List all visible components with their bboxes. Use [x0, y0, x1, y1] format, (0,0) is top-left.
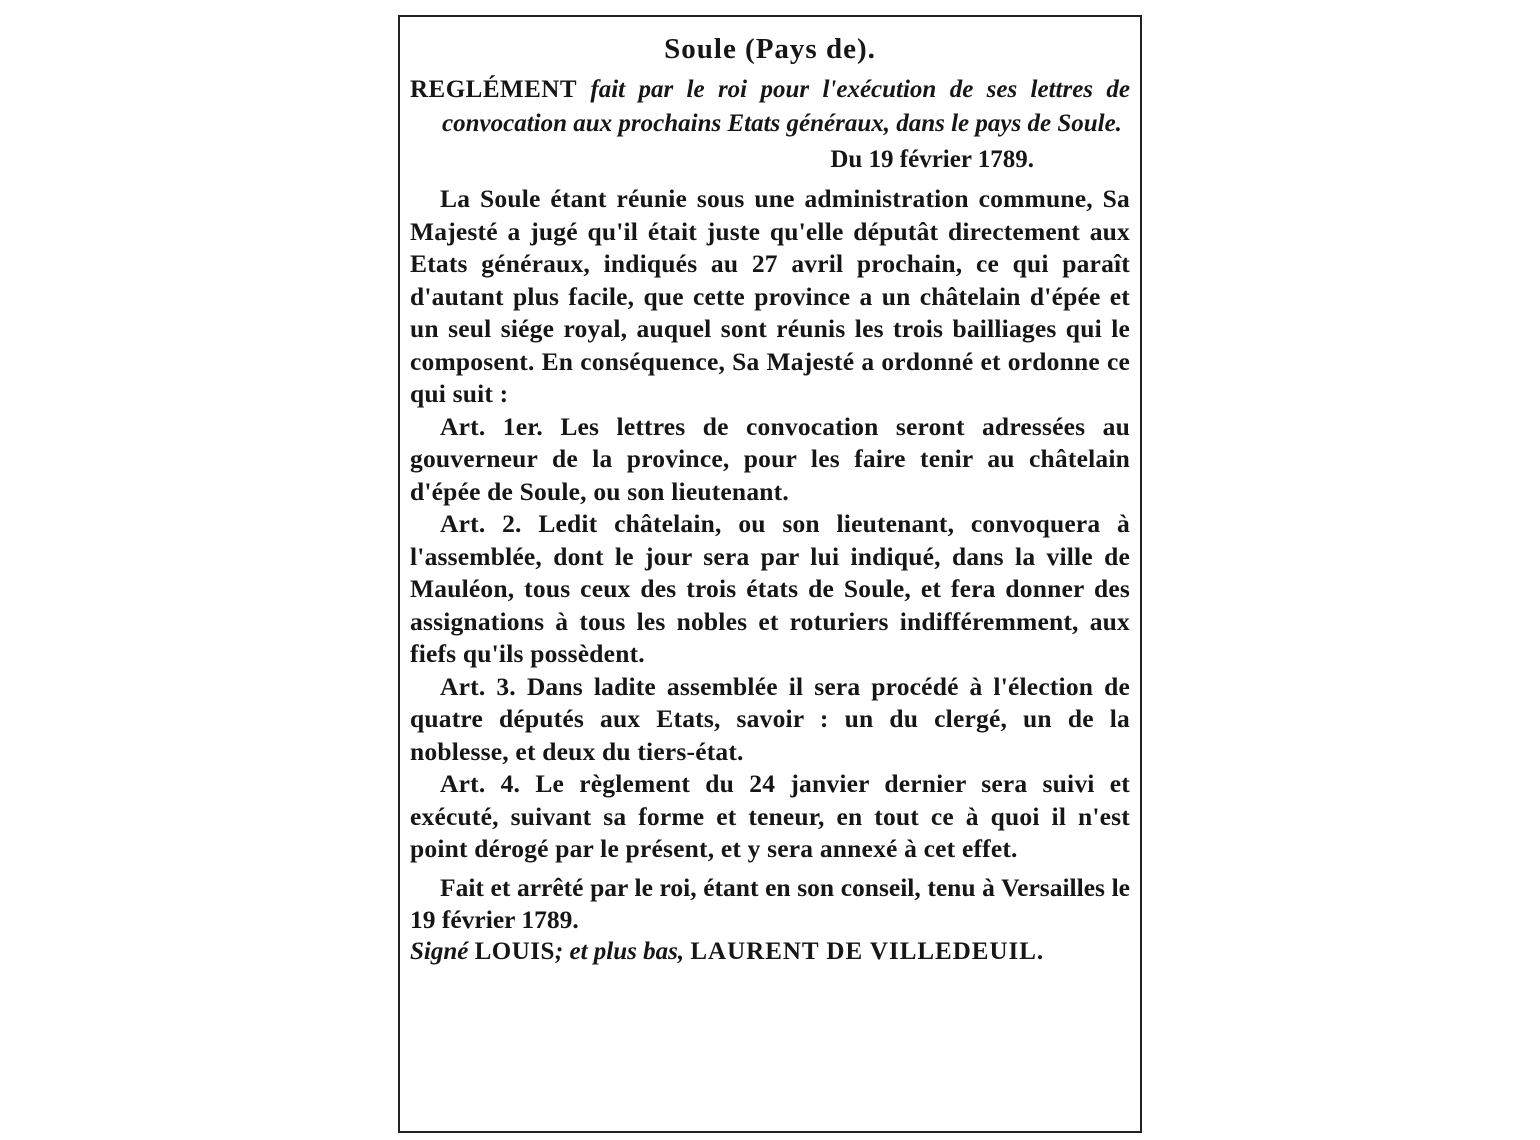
document-title — [410, 73, 1130, 141]
document-heading: Soule (Pays de). — [664, 33, 876, 65]
signature-line — [410, 936, 1130, 968]
title-description: fait par le roi pour l'exécution de ses lettres de convocation aux prochains Etats généraux, dans le pays de Soule. — [442, 76, 1130, 137]
article-1: Art. 1er. Les lettres de convocation seront adressées au gouverneur de la province, pour les faire tenir au châtelain d'épée de Soule, ou son lieutenant. — [410, 411, 1130, 506]
signature-king: LOUIS — [474, 937, 555, 965]
signature-connector: ; et plus bas, — [554, 937, 685, 965]
signature-label: Signé — [410, 937, 469, 965]
document-content — [410, 31, 1130, 1121]
signature-minister: LAURENT DE VILLEDEUIL. — [690, 937, 1045, 965]
title-keyword: REGLÉMENT — [410, 76, 578, 103]
document-frame — [398, 15, 1142, 1133]
article-4: Art. 4. Le règlement du 24 janvier dernier sera suivi et exécuté, suivant sa forme et teneur, en tout ce à quoi il n'est point dérogé par le présent, et y sera annexé à cet effet. — [410, 769, 1130, 863]
article-3: Art. 3. Dans ladite assemblée il sera procédé à l'élection de quatre députés aux Etats, savoir : un du clergé, un de la noblesse, et deux du tiers-état. — [410, 671, 1130, 766]
closing-statement: Fait et arrêté par le roi, étant en son conseil, tenu à Versailles le 19 février 1789. — [410, 872, 1130, 934]
article-2: Art. 2. Ledit châtelain, ou son lieutenant, convoquera à l'assemblée, dont le jour sera par lui indiqué, dans la ville de Mauléon, tous ceux des trois états de Soule, et fera donner des assignations à tous les nobles et roturiers indifféremment, aux fiefs qu'ils possèdent. — [410, 509, 1130, 668]
preamble-paragraph: La Soule étant réunie sous une administration commune, Sa Majesté a jugé qu'il était juste qu'elle députât directement aux Etats généraux, indiqués au 27 avril prochain, ce qui paraît d'autant plus facile, que cette province a un châtelain d'épée et un seul siége royal, auquel sont réunis les trois bailliages qui le composent. En conséquence, Sa Majesté a ordonné et ordonne ce qui suit : — [410, 184, 1130, 408]
document-date: Du 19 février 1789. — [830, 146, 1034, 173]
